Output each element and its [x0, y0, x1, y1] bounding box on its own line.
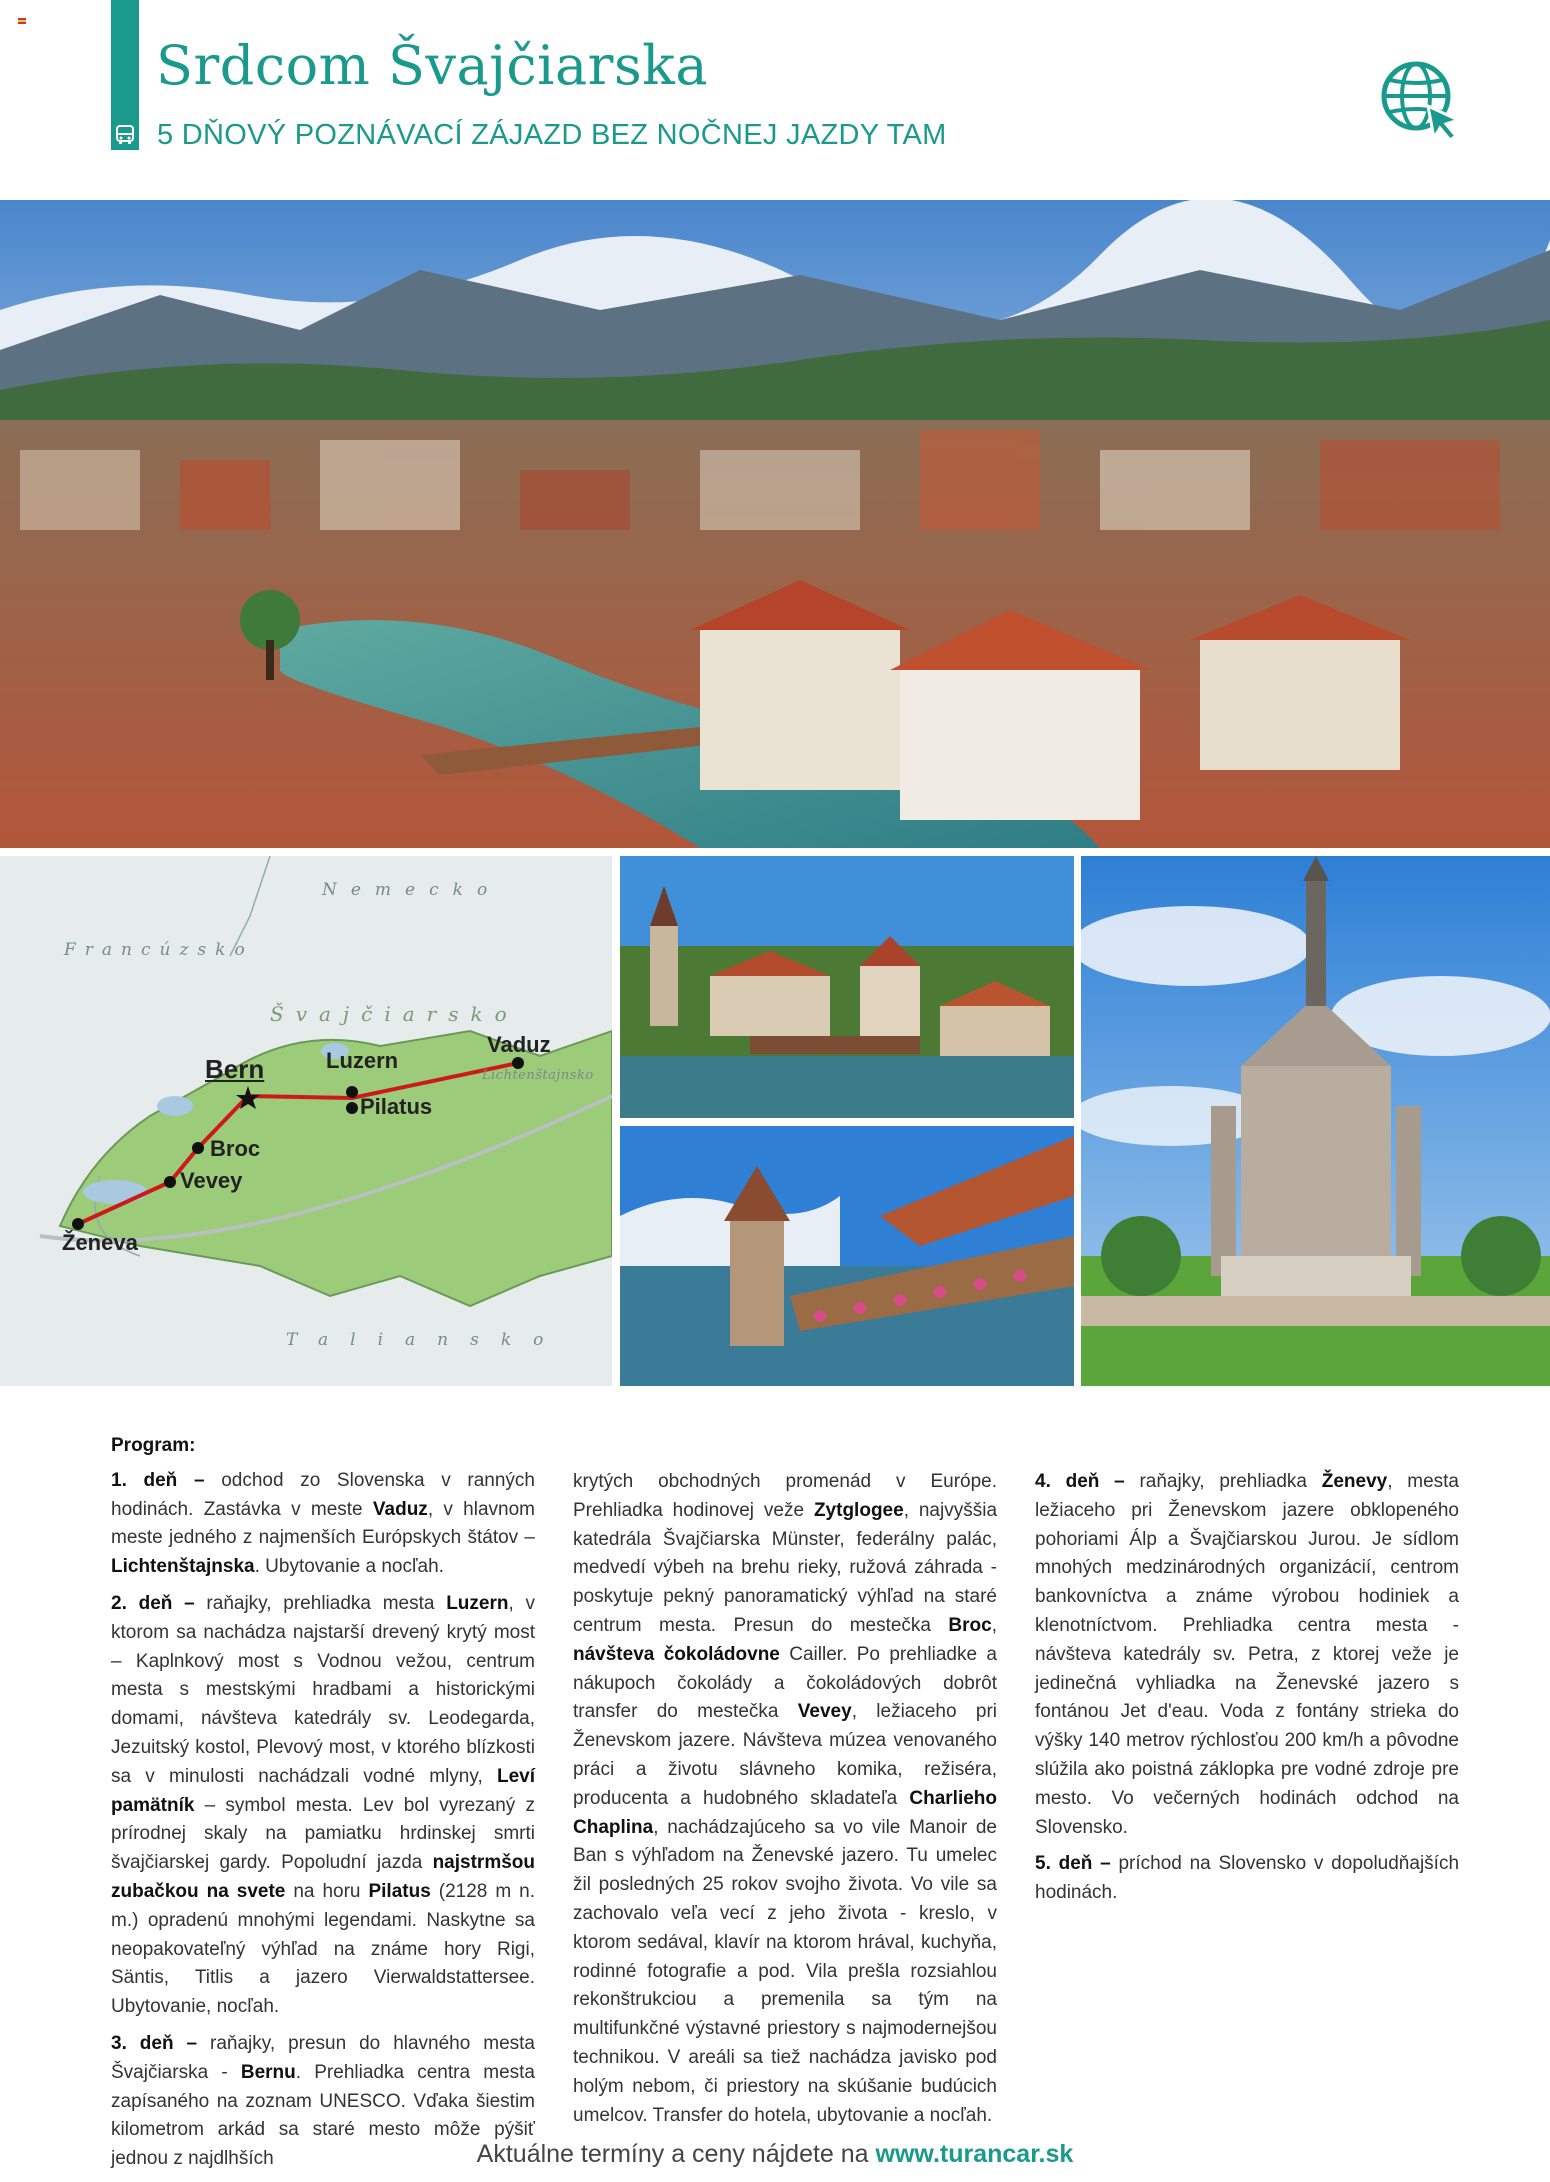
- program-heading: Program:: [111, 1435, 196, 1456]
- page-title: Srdcom Švajčiarska: [156, 34, 709, 97]
- chapel-bridge-photo: [620, 1126, 1074, 1386]
- day-3-paragraph: 3. deň – raňajky, presun do hlavného mesta Švajčiarska - Bernu. Prehliadka centra mesta zapísaného na zoznam UNESCO. Vďaka šiestim kilometrom arkád sa staré mesto môže pýšiť jednou z najdlhších: [111, 2032, 535, 2170]
- map-label-germany: Nemecko: [322, 880, 502, 900]
- luzern-panorama-photo: [0, 200, 1550, 848]
- city-bern: Bern: [205, 1054, 265, 1084]
- flag-mark: [18, 18, 26, 24]
- city-vaduz: Vaduz: [487, 1032, 551, 1057]
- map-label-italy: Taliansko: [286, 1330, 566, 1350]
- city-vevey: Vevey: [180, 1168, 243, 1193]
- bern-photo: [620, 856, 1074, 1118]
- website-link[interactable]: www.turancar.sk: [875, 2140, 1074, 2168]
- program-column-1: [111, 1432, 535, 2182]
- day-1-paragraph: 1. deň – odchod zo Slovenska v ranných hodinách. Zastávka v meste Vaduz, v hlavnom meste jedného z najmenších Európskych štátov – Lichtenštajnska. Ubytovanie a nocľah.: [111, 1469, 536, 1578]
- bus-icon: [111, 121, 139, 149]
- city-luzern: Luzern: [326, 1048, 399, 1073]
- day-3-continued-paragraph: krytých obchodných promenád v Európe. Prehliadka hodinovej veže Zytglogee, najvyššia katedrála Švajčiarska Münster, federálny palác, medvedí výbeh na brehu rieky, ružová záhrada - poskytuje pekný panoramatický výhľad na staré centrum mesta. Presun do mestečka Broc, návšteva čokoládovne Cailler. Po prehliadke a nákupoch čokolády a čokoládových dobrôt transfer do mestečka Vevey, ležiaceho pri Ženevskom jazere. Návšteva múzea venovaného práci a životu slávneho komika, režiséra, producenta a hudobného skladateľa Charlieho Chaplina, nachádzajúceho sa vo vile Manoir de Ban s výhľadom na Ženevské jazero. Tu umelec žil posledných 25 rokov svojho života. Vo vile sa zachovalo veľa vecí z jeho života - kreslo, v ktorom sedával, klavír na ktorom hrával, kuchyňa, rodinné fotografie a pod. Vila prešla rozsiahlou rekonštrukciou a premenila sa tým na multifunkčné výstavné priestory s najmodernejšou technikou. V areáli sa tiež nachádza javisko pod holým nebom, či priestory na skúšanie budúcich umelcov. Transfer do hotela, ubytovanie a nocľah.: [573, 1471, 998, 2126]
- brunswick-monument-photo: [1081, 856, 1550, 1386]
- subtitle-row: [111, 118, 947, 152]
- globe-click-icon[interactable]: [1376, 56, 1466, 146]
- footer-note: [0, 2140, 1550, 2169]
- day-4-paragraph: 4. deň – raňajky, prehliadka Ženevy, mesta ležiaceho pri Ženevskom jazere obklopeného pohoriami Álp a Švajčiarskou Jurou. Je sídlom mnohých medzinárodných organizácií, centrom bankovníctva a známe výrobou hodiniek a klenotníctvom. Prehliadka centra mesta - návšteva katedrály sv. Petra, z ktorej veže je jedinečná vyhliadka na Ženevské jazero s fontánou Jet d'eau. Voda z fontány strieka do výšky 140 metrov rýchlosťou 200 km/h a pôvodne slúžila ako poistná záklopka pre vodné zdroje pre mesto. Vo večerných hodinách odchod na Slovensko.: [1035, 1471, 1460, 1838]
- program-column-2: [573, 1468, 997, 2138]
- city-zeneva: Ženeva: [62, 1230, 138, 1255]
- footer-text: Aktuálne termíny a ceny nájdete na: [476, 2140, 876, 2168]
- program-column-3: [1035, 1468, 1459, 1916]
- map-label-liechtenstein: Lichtenštajnsko: [482, 1068, 594, 1083]
- day-2-paragraph: 2. deň – raňajky, prehliadka mesta Luzern, v ktorom sa nachádza najstarší drevený krytý most – Kaplnkový most s Vodnou vežou, centrum mesta s mestskými hradbami a historickými domami, návšteva katedrály sv. Leodegarda, Jezuitský kostol, Plevový most, v ktorého blízkosti sa v minulosti nachádzali vodné mlyny, Leví pamätník – symbol mesta. Lev bol vyrezaný z prírodnej skaly na pamiatku hrdinskej smrti švajčiarskej gardy. Popoludní jazda najstrmšou zubačkou na svete na horu Pilatus (2128 m n. m.) opradenú mnohými legendami. Naskytne sa neopakovateľný výhľad na známe hory Rigi, Säntis, Titlis a jazero Vierwaldstattersee. Ubytovanie, nocľah.: [111, 1592, 536, 2018]
- map-label-switzerland: Švajčiarsko: [270, 1002, 519, 1026]
- page-subtitle: 5 DŇOVÝ POZNÁVACÍ ZÁJAZD BEZ NOČNEJ JAZDY TAM: [157, 118, 947, 151]
- city-broc: Broc: [210, 1136, 261, 1161]
- map-label-france: Francúzsko: [64, 940, 254, 960]
- city-pilatus: Pilatus: [360, 1094, 433, 1119]
- day-5-paragraph: 5. deň – príchod na Slovensko v dopoludňajších hodinách.: [1035, 1853, 1460, 1904]
- route-map: [0, 856, 612, 1386]
